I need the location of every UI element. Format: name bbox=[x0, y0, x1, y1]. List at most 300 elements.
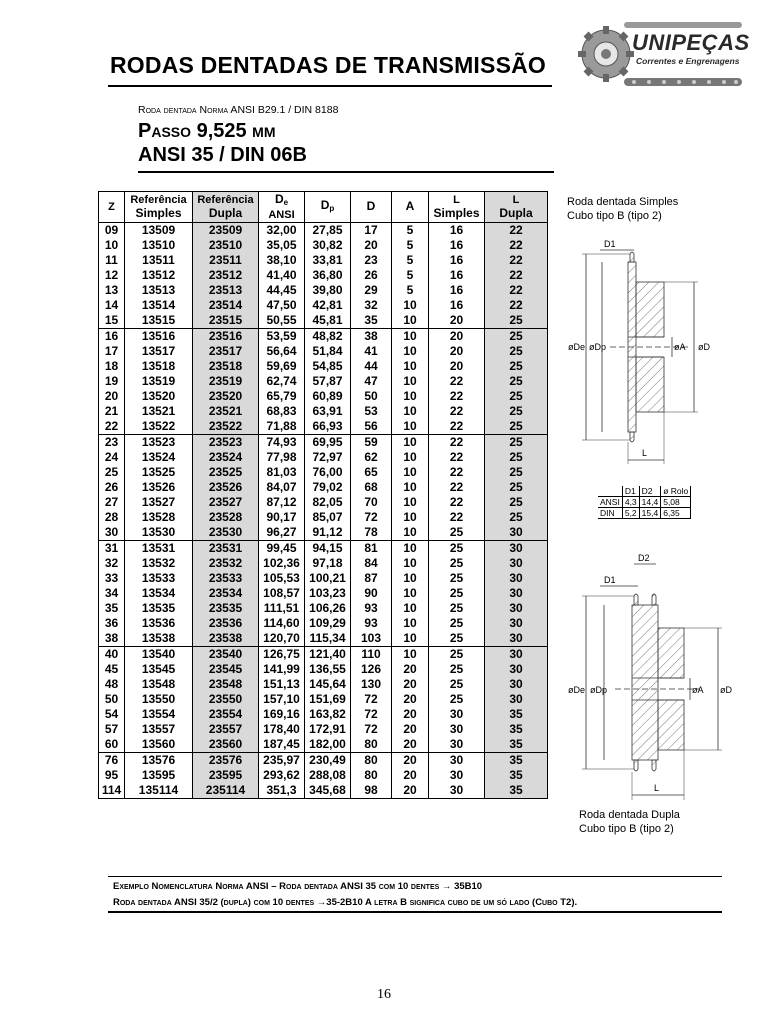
table-cell: 30 bbox=[429, 783, 485, 799]
table-row bbox=[99, 404, 548, 419]
table-cell: 87 bbox=[351, 571, 392, 586]
table-cell: 13512 bbox=[125, 268, 193, 283]
table-cell: 96,27 bbox=[259, 525, 305, 541]
table-cell: 20 bbox=[392, 662, 429, 677]
table-cell: 57,87 bbox=[305, 374, 351, 389]
double-sprocket-drawing bbox=[560, 550, 730, 805]
label-d1-dupla: D1 bbox=[604, 575, 616, 585]
table-cell: 10 bbox=[392, 344, 429, 359]
nomenclature-example-1: Exemplo Nomenclatura Norma ANSI – Roda dentada ANSI 35 com 10 dentes → 35B10 bbox=[113, 881, 483, 892]
table-cell: 23517 bbox=[193, 344, 259, 359]
table-cell: 13535 bbox=[125, 601, 193, 616]
table-cell: 54,85 bbox=[305, 359, 351, 374]
table-cell: 23576 bbox=[193, 753, 259, 769]
table-cell: 22 bbox=[485, 268, 548, 283]
label-l: L bbox=[642, 448, 648, 458]
label-d1: D1 bbox=[604, 239, 616, 249]
table-cell: 23510 bbox=[193, 238, 259, 253]
table-cell: 16 bbox=[429, 298, 485, 313]
table-cell: 80 bbox=[351, 768, 392, 783]
table-cell: 13527 bbox=[125, 495, 193, 510]
table-row bbox=[99, 525, 548, 541]
table-cell: 13533 bbox=[125, 571, 193, 586]
table-cell: 22 bbox=[429, 435, 485, 451]
table-cell: 98 bbox=[351, 783, 392, 799]
table-cell: 38 bbox=[351, 329, 392, 345]
table-cell: 17 bbox=[351, 223, 392, 239]
table-cell: 23520 bbox=[193, 389, 259, 404]
table-cell: 20 bbox=[429, 329, 485, 345]
table-cell: 145,64 bbox=[305, 677, 351, 692]
table-cell: 30 bbox=[429, 722, 485, 737]
table-cell: 25 bbox=[429, 647, 485, 663]
table-cell: 288,08 bbox=[305, 768, 351, 783]
table-cell: 25 bbox=[429, 586, 485, 601]
table-row bbox=[99, 768, 548, 783]
table-row bbox=[99, 616, 548, 631]
table-cell: 102,36 bbox=[259, 556, 305, 571]
table-cell: 13554 bbox=[125, 707, 193, 722]
table-row bbox=[99, 238, 548, 253]
table-cell: 25 bbox=[99, 465, 125, 480]
header-de: De ANSI bbox=[259, 192, 305, 223]
table-row bbox=[99, 374, 548, 389]
table-cell: 100,21 bbox=[305, 571, 351, 586]
table-cell: 35 bbox=[485, 768, 548, 783]
label-dp-dupla: øDp bbox=[590, 685, 608, 695]
table-cell: 85,07 bbox=[305, 510, 351, 525]
simples-caption-line-1: Roda dentada Simples bbox=[567, 196, 679, 208]
table-row bbox=[99, 662, 548, 677]
mini-header-rolo: ø Rolo bbox=[661, 486, 691, 497]
table-cell: 36 bbox=[99, 616, 125, 631]
table-cell: 72 bbox=[351, 510, 392, 525]
table-cell: 20 bbox=[392, 737, 429, 753]
table-cell: 23509 bbox=[193, 223, 259, 239]
table-cell: 13548 bbox=[125, 677, 193, 692]
table-cell: 22 bbox=[429, 389, 485, 404]
table-cell: 53,59 bbox=[259, 329, 305, 345]
table-cell: 25 bbox=[485, 313, 548, 329]
table-cell: 11 bbox=[99, 253, 125, 268]
table-cell: 25 bbox=[429, 692, 485, 707]
table-cell: 09 bbox=[99, 223, 125, 239]
table-cell: 22 bbox=[429, 450, 485, 465]
table-cell: 38 bbox=[99, 631, 125, 647]
table-cell: 30 bbox=[429, 737, 485, 753]
table-cell: 23523 bbox=[193, 435, 259, 451]
table-cell: 65,79 bbox=[259, 389, 305, 404]
table-cell: 47 bbox=[351, 374, 392, 389]
table-cell: 25 bbox=[429, 631, 485, 647]
table-cell: 34 bbox=[99, 586, 125, 601]
table-cell: 81,03 bbox=[259, 465, 305, 480]
mini-header-empty bbox=[598, 486, 622, 497]
table-cell: 13538 bbox=[125, 631, 193, 647]
dupla-caption bbox=[579, 808, 680, 836]
table-cell: 178,40 bbox=[259, 722, 305, 737]
table-cell: 40 bbox=[99, 647, 125, 663]
label-d-dupla: øD bbox=[720, 685, 732, 695]
table-cell: 25 bbox=[485, 419, 548, 435]
table-cell: 10 bbox=[392, 329, 429, 345]
table-cell: 21 bbox=[99, 404, 125, 419]
table-cell: 22 bbox=[99, 419, 125, 435]
table-cell: 45,81 bbox=[305, 313, 351, 329]
table-cell: 169,16 bbox=[259, 707, 305, 722]
table-row bbox=[99, 556, 548, 571]
table-cell: 62 bbox=[351, 450, 392, 465]
mini-row-ansi: ANSI 4,3 14,4 5,08 bbox=[598, 497, 691, 508]
table-cell: 23533 bbox=[193, 571, 259, 586]
table-cell: 10 bbox=[392, 435, 429, 451]
table-cell: 13519 bbox=[125, 374, 193, 389]
table-cell: 23521 bbox=[193, 404, 259, 419]
table-row bbox=[99, 722, 548, 737]
table-cell: 5 bbox=[392, 223, 429, 239]
table-cell: 41 bbox=[351, 344, 392, 359]
table-cell: 30 bbox=[485, 601, 548, 616]
table-cell: 30 bbox=[429, 707, 485, 722]
standard-line: ANSI 35 / DIN 06B bbox=[138, 144, 307, 166]
table-cell: 22 bbox=[429, 480, 485, 495]
table-cell: 13516 bbox=[125, 329, 193, 345]
table-cell: 30 bbox=[99, 525, 125, 541]
table-cell: 20 bbox=[99, 389, 125, 404]
table-cell: 35 bbox=[485, 737, 548, 753]
table-cell: 13 bbox=[99, 283, 125, 298]
table-cell: 25 bbox=[429, 541, 485, 557]
table-cell: 25 bbox=[429, 616, 485, 631]
label-d: øD bbox=[698, 342, 710, 352]
table-cell: 151,69 bbox=[305, 692, 351, 707]
table-cell: 16 bbox=[429, 223, 485, 239]
table-row bbox=[99, 495, 548, 510]
table-cell: 23560 bbox=[193, 737, 259, 753]
table-row bbox=[99, 541, 548, 557]
header-d: D bbox=[351, 192, 392, 223]
mini-table-header bbox=[598, 486, 691, 497]
table-cell: 25 bbox=[485, 389, 548, 404]
table-cell: 10 bbox=[392, 298, 429, 313]
simples-caption bbox=[567, 195, 678, 223]
table-cell: 25 bbox=[485, 374, 548, 389]
table-cell: 136,55 bbox=[305, 662, 351, 677]
table-cell: 14 bbox=[99, 298, 125, 313]
table-cell: 30,82 bbox=[305, 238, 351, 253]
table-row bbox=[99, 389, 548, 404]
label-a-dupla: øA bbox=[692, 685, 704, 695]
table-cell: 121,40 bbox=[305, 647, 351, 663]
table-cell: 16 bbox=[99, 329, 125, 345]
table-cell: 13540 bbox=[125, 647, 193, 663]
table-cell: 13531 bbox=[125, 541, 193, 557]
table-cell: 10 bbox=[392, 404, 429, 419]
table-cell: 23519 bbox=[193, 374, 259, 389]
table-cell: 30 bbox=[429, 753, 485, 769]
table-cell: 13524 bbox=[125, 450, 193, 465]
table-cell: 30 bbox=[485, 647, 548, 663]
table-cell: 23554 bbox=[193, 707, 259, 722]
sprocket-spec-table bbox=[98, 191, 548, 799]
table-cell: 16 bbox=[429, 283, 485, 298]
table-cell: 23545 bbox=[193, 662, 259, 677]
table-cell: 10 bbox=[392, 510, 429, 525]
label-de-dupla: øDe bbox=[568, 685, 586, 695]
header-z: Z bbox=[99, 192, 125, 223]
table-cell: 230,49 bbox=[305, 753, 351, 769]
table-cell: 38,10 bbox=[259, 253, 305, 268]
table-cell: 59 bbox=[351, 435, 392, 451]
table-cell: 41,40 bbox=[259, 268, 305, 283]
table-cell: 109,29 bbox=[305, 616, 351, 631]
table-cell: 20 bbox=[351, 238, 392, 253]
table-cell: 31 bbox=[99, 541, 125, 557]
table-cell: 30 bbox=[485, 677, 548, 692]
table-cell: 35 bbox=[485, 783, 548, 799]
table-row bbox=[99, 465, 548, 480]
table-cell: 33 bbox=[99, 571, 125, 586]
table-row bbox=[99, 450, 548, 465]
table-cell: 20 bbox=[392, 707, 429, 722]
table-cell: 72 bbox=[351, 707, 392, 722]
table-cell: 13550 bbox=[125, 692, 193, 707]
table-cell: 22 bbox=[429, 465, 485, 480]
table-cell: 13526 bbox=[125, 480, 193, 495]
table-cell: 23511 bbox=[193, 253, 259, 268]
table-cell: 47,50 bbox=[259, 298, 305, 313]
table-cell: 10 bbox=[392, 647, 429, 663]
table-cell: 13528 bbox=[125, 510, 193, 525]
table-cell: 35 bbox=[99, 601, 125, 616]
table-cell: 25 bbox=[485, 510, 548, 525]
table-header-row bbox=[99, 192, 548, 223]
table-cell: 345,68 bbox=[305, 783, 351, 799]
table-cell: 62,74 bbox=[259, 374, 305, 389]
table-cell: 60,89 bbox=[305, 389, 351, 404]
table-cell: 90 bbox=[351, 586, 392, 601]
table-cell: 28 bbox=[99, 510, 125, 525]
mini-header-d2: D2 bbox=[639, 486, 661, 497]
table-row bbox=[99, 631, 548, 647]
table-cell: 36,80 bbox=[305, 268, 351, 283]
table-cell: 13525 bbox=[125, 465, 193, 480]
table-row bbox=[99, 298, 548, 313]
page-number: 16 bbox=[377, 987, 391, 1002]
header-ref-dupla: Referência Dupla bbox=[193, 192, 259, 223]
table-cell: 20 bbox=[429, 344, 485, 359]
norm-line: Roda dentada Norma ANSI B29.1 / DIN 8188 bbox=[138, 104, 339, 116]
table-row bbox=[99, 344, 548, 359]
table-cell: 20 bbox=[392, 768, 429, 783]
table-cell: 13532 bbox=[125, 556, 193, 571]
table-cell: 13517 bbox=[125, 344, 193, 359]
table-cell: 32 bbox=[99, 556, 125, 571]
table-cell: 13536 bbox=[125, 616, 193, 631]
table-cell: 13560 bbox=[125, 737, 193, 753]
table-cell: 135114 bbox=[125, 783, 193, 799]
table-cell: 23515 bbox=[193, 313, 259, 329]
table-cell: 25 bbox=[429, 662, 485, 677]
table-cell: 17 bbox=[99, 344, 125, 359]
page-title: RODAS DENTADAS DE TRANSMISSÃO bbox=[110, 52, 547, 78]
table-cell: 72 bbox=[351, 722, 392, 737]
table-cell: 13522 bbox=[125, 419, 193, 435]
table-cell: 54 bbox=[99, 707, 125, 722]
table-cell: 13510 bbox=[125, 238, 193, 253]
table-cell: 78 bbox=[351, 525, 392, 541]
table-cell: 30 bbox=[485, 541, 548, 557]
table-cell: 10 bbox=[392, 450, 429, 465]
table-cell: 10 bbox=[392, 541, 429, 557]
table-cell: 84,07 bbox=[259, 480, 305, 495]
table-cell: 91,12 bbox=[305, 525, 351, 541]
table-cell: 27,85 bbox=[305, 223, 351, 239]
table-cell: 13514 bbox=[125, 298, 193, 313]
table-cell: 10 bbox=[392, 419, 429, 435]
table-cell: 13521 bbox=[125, 404, 193, 419]
table-cell: 26 bbox=[99, 480, 125, 495]
table-cell: 63,91 bbox=[305, 404, 351, 419]
table-cell: 50,55 bbox=[259, 313, 305, 329]
table-row bbox=[99, 419, 548, 435]
table-cell: 68,83 bbox=[259, 404, 305, 419]
table-cell: 235114 bbox=[193, 783, 259, 799]
table-cell: 23528 bbox=[193, 510, 259, 525]
table-cell: 72,97 bbox=[305, 450, 351, 465]
table-cell: 5 bbox=[392, 253, 429, 268]
table-cell: 70 bbox=[351, 495, 392, 510]
table-cell: 157,10 bbox=[259, 692, 305, 707]
table-cell: 51,84 bbox=[305, 344, 351, 359]
table-cell: 23518 bbox=[193, 359, 259, 374]
table-cell: 30 bbox=[485, 631, 548, 647]
table-cell: 30 bbox=[485, 556, 548, 571]
label-de: øDe bbox=[568, 342, 586, 352]
table-cell: 93 bbox=[351, 601, 392, 616]
table-cell: 20 bbox=[429, 359, 485, 374]
title-underline bbox=[108, 85, 552, 87]
table-row bbox=[99, 313, 548, 329]
table-cell: 16 bbox=[429, 238, 485, 253]
table-cell: 22 bbox=[485, 298, 548, 313]
table-cell: 111,51 bbox=[259, 601, 305, 616]
table-row bbox=[99, 223, 548, 239]
table-cell: 25 bbox=[429, 571, 485, 586]
table-cell: 23525 bbox=[193, 465, 259, 480]
label-l-dupla: L bbox=[654, 783, 660, 793]
table-cell: 25 bbox=[429, 525, 485, 541]
table-cell: 25 bbox=[485, 450, 548, 465]
table-cell: 23513 bbox=[193, 283, 259, 298]
table-cell: 13511 bbox=[125, 253, 193, 268]
table-cell: 13518 bbox=[125, 359, 193, 374]
table-cell: 80 bbox=[351, 737, 392, 753]
table-cell: 15 bbox=[99, 313, 125, 329]
table-row bbox=[99, 601, 548, 616]
table-cell: 22 bbox=[429, 374, 485, 389]
table-cell: 351,3 bbox=[259, 783, 305, 799]
table-row bbox=[99, 737, 548, 753]
table-cell: 35,05 bbox=[259, 238, 305, 253]
table-cell: 19 bbox=[99, 374, 125, 389]
table-cell: 29 bbox=[351, 283, 392, 298]
table-cell: 126,75 bbox=[259, 647, 305, 663]
table-cell: 120,70 bbox=[259, 631, 305, 647]
table-cell: 82,05 bbox=[305, 495, 351, 510]
subtitle-underline bbox=[138, 171, 554, 173]
pitch-line: Passo 9,525 mm bbox=[138, 120, 276, 142]
header-dp: Dp bbox=[305, 192, 351, 223]
table-cell: 23540 bbox=[193, 647, 259, 663]
table-cell: 25 bbox=[429, 677, 485, 692]
notes-top-rule bbox=[108, 876, 722, 877]
table-cell: 23595 bbox=[193, 768, 259, 783]
table-cell: 45 bbox=[99, 662, 125, 677]
table-cell: 44 bbox=[351, 359, 392, 374]
table-cell: 20 bbox=[392, 722, 429, 737]
table-cell: 25 bbox=[485, 480, 548, 495]
table-cell: 115,34 bbox=[305, 631, 351, 647]
table-cell: 25 bbox=[485, 404, 548, 419]
table-cell: 33,81 bbox=[305, 253, 351, 268]
dupla-caption-line-2: Cubo tipo B (tipo 2) bbox=[579, 823, 674, 835]
mini-row-din: DIN 5,2 15,4 6,35 bbox=[598, 508, 691, 519]
simples-caption-line-2: Cubo tipo B (tipo 2) bbox=[567, 210, 662, 222]
table-cell: 20 bbox=[392, 692, 429, 707]
table-cell: 293,62 bbox=[259, 768, 305, 783]
table-cell: 26 bbox=[351, 268, 392, 283]
table-cell: 16 bbox=[429, 253, 485, 268]
table-cell: 22 bbox=[485, 283, 548, 298]
table-cell: 23 bbox=[99, 435, 125, 451]
table-cell: 13509 bbox=[125, 223, 193, 239]
notes-bottom-rule bbox=[108, 911, 722, 913]
table-cell: 94,15 bbox=[305, 541, 351, 557]
table-cell: 10 bbox=[392, 571, 429, 586]
table-cell: 42,81 bbox=[305, 298, 351, 313]
table-cell: 10 bbox=[392, 616, 429, 631]
table-cell: 35 bbox=[485, 707, 548, 722]
table-cell: 97,18 bbox=[305, 556, 351, 571]
table-cell: 74,93 bbox=[259, 435, 305, 451]
table-cell: 10 bbox=[392, 313, 429, 329]
table-cell: 126 bbox=[351, 662, 392, 677]
table-cell: 30 bbox=[485, 662, 548, 677]
header-a: A bbox=[392, 192, 429, 223]
table-cell: 35 bbox=[485, 753, 548, 769]
table-cell: 16 bbox=[429, 268, 485, 283]
table-cell: 23557 bbox=[193, 722, 259, 737]
table-cell: 23535 bbox=[193, 601, 259, 616]
table-cell: 114,60 bbox=[259, 616, 305, 631]
table-cell: 80 bbox=[351, 753, 392, 769]
table-cell: 30 bbox=[485, 571, 548, 586]
table-cell: 22 bbox=[485, 223, 548, 239]
dupla-caption-line-1: Roda dentada Dupla bbox=[579, 809, 680, 821]
table-cell: 151,13 bbox=[259, 677, 305, 692]
table-cell: 68 bbox=[351, 480, 392, 495]
table-cell: 10 bbox=[392, 359, 429, 374]
table-cell: 22 bbox=[485, 253, 548, 268]
table-cell: 5 bbox=[392, 283, 429, 298]
table-cell: 57 bbox=[99, 722, 125, 737]
table-cell: 65 bbox=[351, 465, 392, 480]
table-cell: 30 bbox=[485, 586, 548, 601]
table-cell: 20 bbox=[429, 313, 485, 329]
table-cell: 23514 bbox=[193, 298, 259, 313]
header-l-simples: L Simples bbox=[429, 192, 485, 223]
